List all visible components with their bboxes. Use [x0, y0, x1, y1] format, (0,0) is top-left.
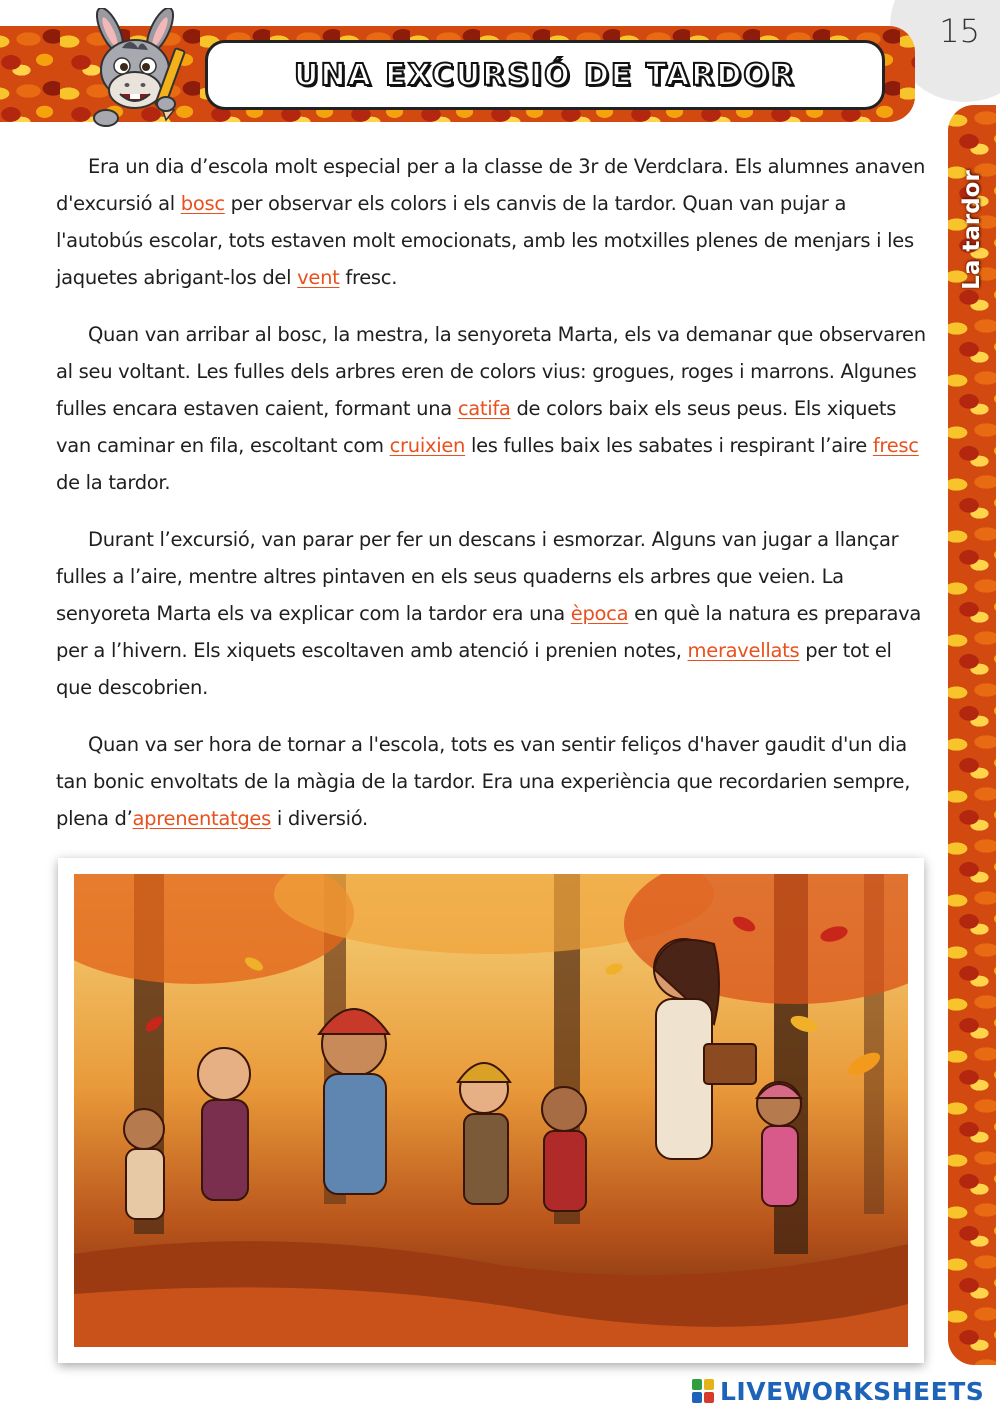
- paragraph: [56, 521, 931, 706]
- text-segment: Durant l’excursió, van parar per fer un descans i esmorzar. Alguns van jugar a llançar fulles a l’aire, mentre altres pintaven en els seus quaderns els arbres que veien. La senyoreta Marta els va explicar com la tardor era una: [56, 528, 899, 625]
- text-segment: per tot el que descobrien.: [56, 639, 892, 699]
- text-segment: per observar els colors i els canvis de la tardor. Quan van pujar a l'autobús escolar, tots estaven molt emocionats, amb les motxilles plenes de menjars i les jaquetes abrigant-los del: [56, 192, 914, 289]
- side-label: [946, 165, 998, 295]
- paragraph: [56, 316, 931, 501]
- answer-gap[interactable]: fresc: [872, 434, 919, 457]
- story-text: [56, 148, 931, 857]
- liveworksheets-logo[interactable]: [692, 1376, 984, 1406]
- text-segment: Quan van arribar al bosc, la mestra, la senyoreta Marta, els va demanar que observaren al seu voltant. Les fulles dels arbres eren de colors vius: grogues, roges i marrons. Algunes fulles encara estaven caient, formant una: [56, 323, 926, 420]
- answer-gap[interactable]: meravellats: [687, 639, 800, 662]
- paragraph: [56, 726, 931, 837]
- answer-gap[interactable]: cruixien: [389, 434, 466, 457]
- donkey-mascot-icon: [70, 8, 200, 138]
- answer-gap[interactable]: catifa: [457, 397, 511, 420]
- answer-gap[interactable]: aprenentatges: [132, 807, 271, 830]
- text-segment: Quan va ser hora de tornar a l'escola, tots es van sentir feliços d'haver gaudit d'un dia tan bonic envoltats de la màgia de la tardor. Era una experiència que recordarien sempre, plena d’: [56, 733, 911, 830]
- text-segment: Era un dia d’escola molt especial per a la classe de 3r de Verdclara. Els alumnes anaven d'excursió al: [56, 155, 926, 215]
- text-segment: de colors baix els seus peus. Els xiquets van caminar en fila, escoltant com: [56, 397, 897, 457]
- text-segment: fresc.: [339, 266, 398, 289]
- page-number: 15: [939, 12, 980, 50]
- answer-gap[interactable]: època: [570, 602, 629, 625]
- paragraph: [56, 148, 931, 296]
- forest-scene-icon: [74, 874, 908, 1347]
- text-segment: les fulles baix les sabates i respirant l’aire: [465, 434, 873, 457]
- answer-gap[interactable]: bosc: [180, 192, 225, 215]
- autumn-excursion-illustration: [74, 874, 908, 1347]
- answer-gap[interactable]: vent: [297, 266, 340, 289]
- side-label-text: La tardor: [959, 170, 985, 290]
- text-segment: de la tardor.: [56, 471, 171, 494]
- brand-name: LIVEWORKSHEETS: [720, 1376, 985, 1406]
- text-segment: i diversió.: [271, 807, 368, 830]
- page-title: UNA EXCURSIÓ DE TARDOR: [294, 57, 796, 93]
- text-segment: en què la natura es preparava per a l’hivern. Els xiquets escoltaven amb atenció i prenien notes,: [56, 602, 922, 662]
- liveworksheets-logo-icon: [692, 1379, 714, 1403]
- title-box: [205, 40, 885, 110]
- illustration-frame: [58, 858, 924, 1363]
